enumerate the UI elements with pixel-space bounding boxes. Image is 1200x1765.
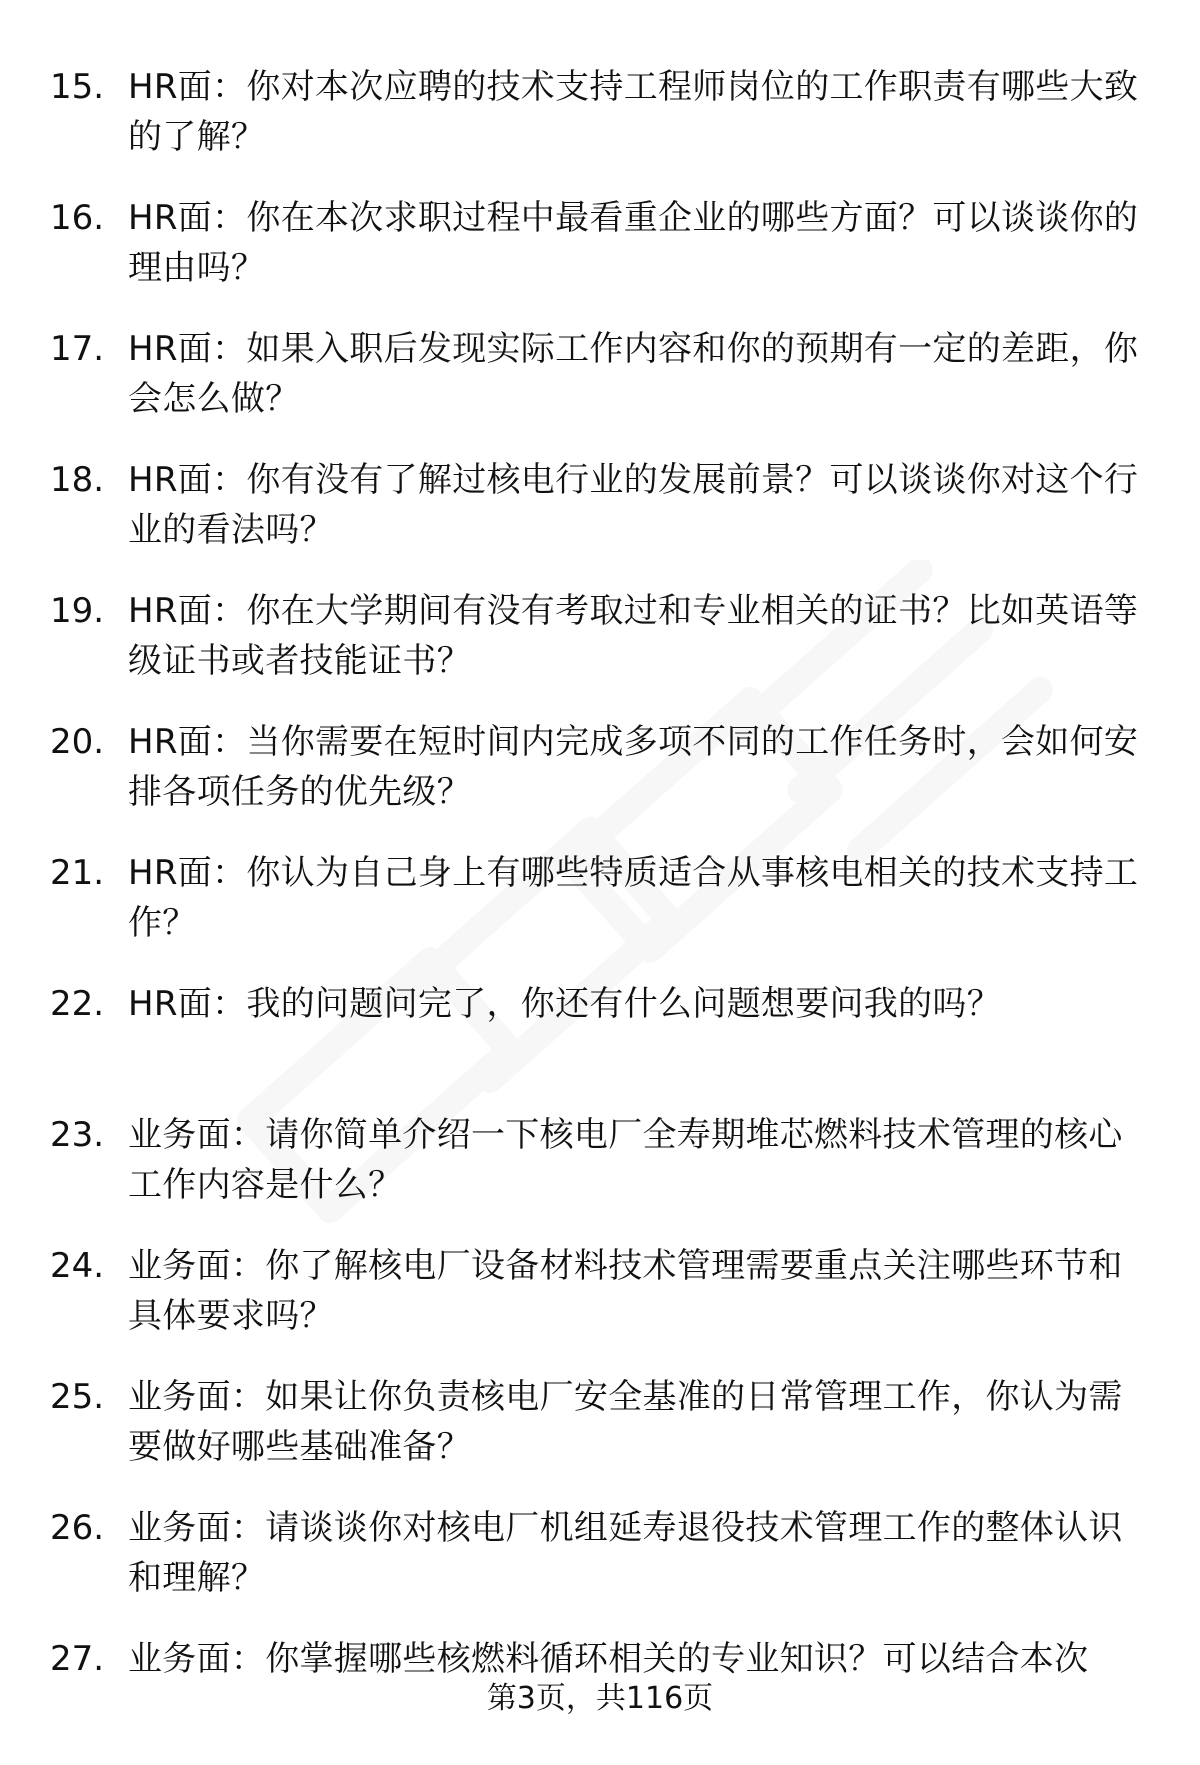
question-number: 19. [50,591,105,631]
list-item [50,1372,1160,1503]
list-item [50,193,1160,324]
question-number: 18. [50,460,105,500]
list-item [50,586,1160,717]
question-number: 17. [50,329,105,369]
question-text: HR面：你在大学期间有没有考取过和专业相关的证书？比如英语等级证书或者技能证书？ [128,591,1139,681]
list-item [50,1110,1160,1241]
question-number: 16. [50,198,105,238]
list-item [50,717,1160,848]
question-text: HR面：你在本次求职过程中最看重企业的哪些方面？可以谈谈你的理由吗？ [128,198,1139,288]
list-item [50,62,1160,193]
page-footer: 第3页，共116页 [486,1681,714,1716]
question-text: 业务面：你掌握哪些核燃料循环相关的专业知识？可以结合本次 [128,1639,1089,1679]
question-list [50,62,1160,1765]
question-text: HR面：你对本次应聘的技术支持工程师岗位的工作职责有哪些大致的了解？ [128,67,1139,157]
question-text: 业务面：如果让你负责核电厂安全基准的日常管理工作，你认为需要做好哪些基础准备？ [128,1377,1123,1467]
list-item [50,455,1160,586]
question-text: HR面：你认为自己身上有哪些特质适合从事核电相关的技术支持工作？ [128,853,1139,943]
question-number: 26. [50,1508,105,1548]
question-number: 15. [50,67,105,107]
list-item [50,1503,1160,1634]
list-item [50,848,1160,979]
question-text: HR面：你有没有了解过核电行业的发展前景？可以谈谈你对这个行业的看法吗？ [128,460,1139,550]
question-text: 业务面：请谈谈你对核电厂机组延寿退役技术管理工作的整体认识和理解？ [128,1508,1123,1598]
question-number: 21. [50,853,105,893]
question-text: 业务面：请你简单介绍一下核电厂全寿期堆芯燃料技术管理的核心工作内容是什么？ [128,1115,1123,1205]
question-number: 20. [50,722,105,762]
list-item [50,1241,1160,1372]
question-number: 22. [50,984,105,1024]
question-number: 24. [50,1246,105,1286]
question-text: HR面：当你需要在短时间内完成多项不同的工作任务时，会如何安排各项任务的优先级？ [128,722,1139,812]
question-text: HR面：如果入职后发现实际工作内容和你的预期有一定的差距，你会怎么做？ [128,329,1139,419]
question-number: 23. [50,1115,105,1155]
list-item [50,324,1160,455]
question-text: HR面：我的问题问完了，你还有什么问题想要问我的吗？ [128,984,1001,1024]
list-item [50,979,1160,1110]
question-number: 27. [50,1639,105,1679]
question-text: 业务面：你了解核电厂设备材料技术管理需要重点关注哪些环节和具体要求吗？ [128,1246,1123,1336]
question-number: 25. [50,1377,105,1417]
